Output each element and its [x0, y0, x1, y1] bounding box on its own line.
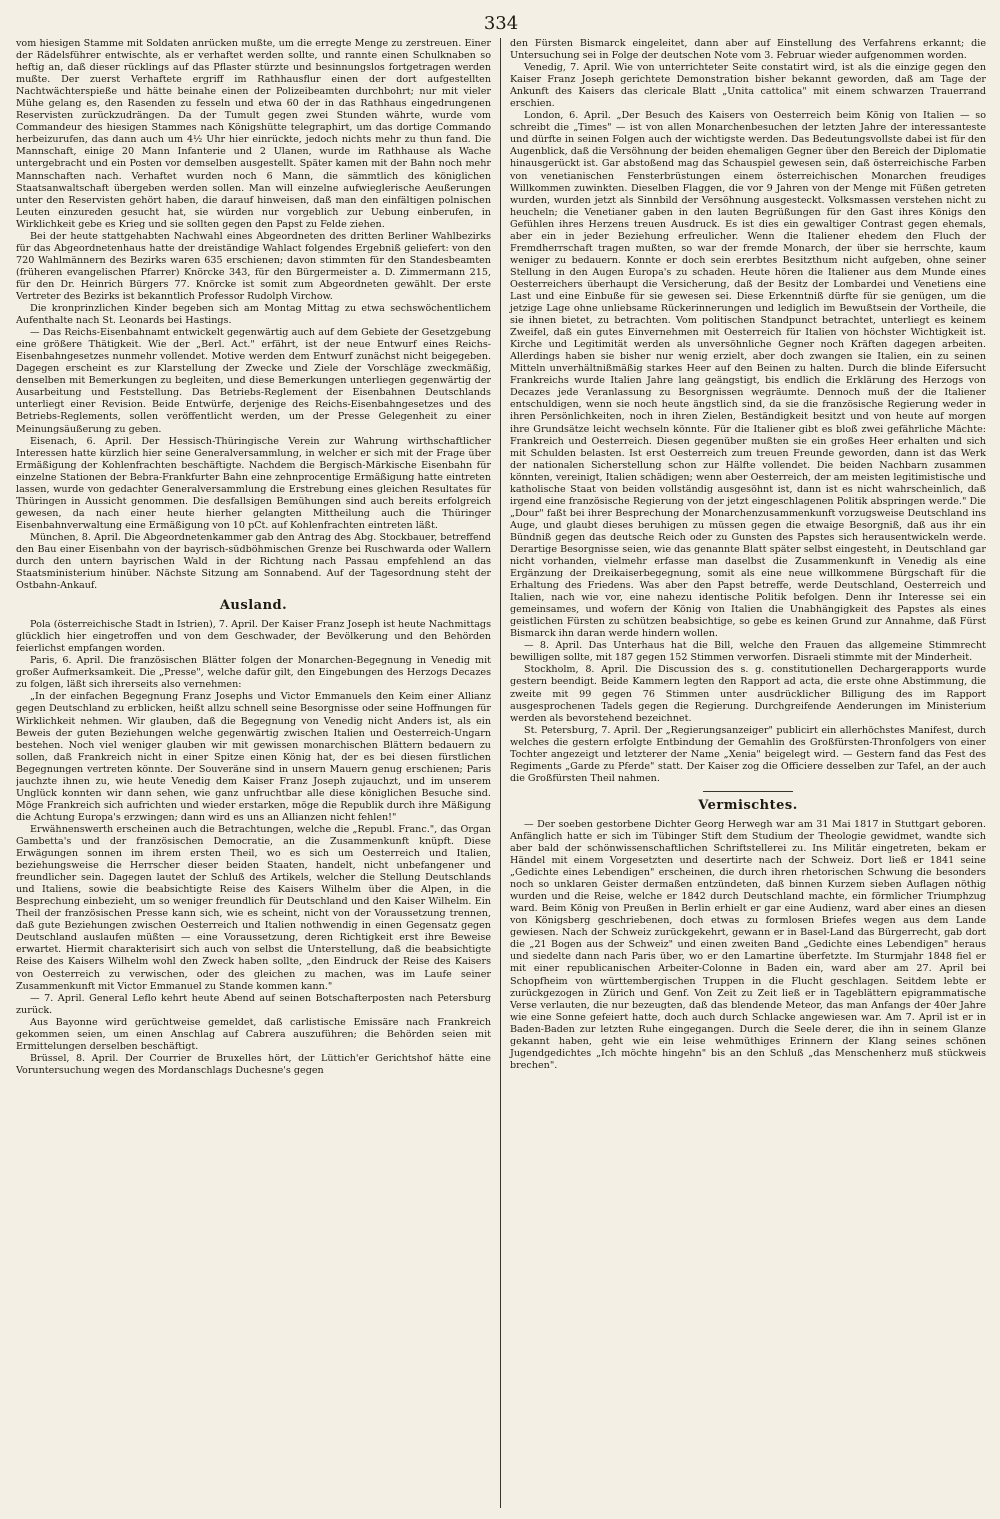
- left-column: [16, 38, 500, 1508]
- article-paragraph: Brüssel, 8. April. Der Courrier de Bruxelles hört, der Lüttich'er Gerichtshof hätte eine Voruntersuchung wegen des Mordanschlags Duchesne's gegen: [16, 1052, 491, 1076]
- article-paragraph: — 8. April. Das Unterhaus hat die Bill, welche den Frauen das allgemeine Stimmrecht bewilligen sollte, mit 187 gegen 152 Stimmen verworfen. Disraeli stimmte mit der Minderheit.: [510, 640, 986, 664]
- columns: [16, 38, 986, 1508]
- page-number: 334: [483, 13, 519, 34]
- section-heading-ausland: Ausland.: [219, 598, 288, 614]
- right-column: [500, 38, 986, 1508]
- article-paragraph: Venedig, 7. April. Wie von unterrichteter Seite constatirt wird, ist als die einzige gegen den Kaiser Franz Joseph gerichtete Demonstration bisher bekannt geworden, daß am Tage der Ankunft des Kaisers das clericale Blatt „Unita cattolica" mit einem schwarzen Trauerrand erschien.: [510, 62, 986, 110]
- article-paragraph: Die kronprinzlichen Kinder begeben sich am Montag Mittag zu etwa sechswöchentlichem Aufenthalte nach St. Leonards bei Hastings.: [16, 303, 491, 327]
- article-paragraph: Eisenach, 6. April. Der Hessisch-Thüringische Verein zur Wahrung wirthschaftlicher Interessen hatte kürzlich hier seine Generalversammlung, in welcher er sich mit der Frage über Ermäßigung der Kohlenfrachten beschäftigte. Nachdem die Bergisch-Märkische Eisenbahn für einzelne Stationen der Bebra-Frankfurter Bahn eine zehnprocentige Ermäßigung hatte eintreten lassen, wurde von gedachter Generalversammlung die Erstrebung eines gleichen Resultates für Thüringen in Aussicht genommen. Die desfallsigen Bemühungen sind auch bereits erfolgreich gewesen, da nach einer heute hierher gelangten Mittheilung auch die Thüringer Eisenbahnverwaltung eine Ermäßigung von 10 pCt. auf Kohlenfrachten eintreten läßt.: [16, 435, 491, 531]
- article-paragraph: Pola (österreichische Stadt in Istrien), 7. April. Der Kaiser Franz Joseph ist heute Nachmittags glücklich hier eingetroffen und von dem Geschwader, der Bevölkerung und den Behörden feierlichst empfangen worden.: [16, 619, 491, 655]
- article-paragraph: Aus Bayonne wird gerüchtweise gemeldet, daß carlistische Emissäre nach Frankreich gekommen seien, um einen Anschlag auf Cabrera auszuführen; die Behörden seien mit Ermittelungen derselben beschäftigt.: [16, 1016, 491, 1052]
- section-divider: [703, 791, 793, 792]
- article-paragraph: Bei der heute stattgehabten Nachwahl eines Abgeordneten des dritten Berliner Wahlbezirks für das Abgeordnetenhaus hatte der dreiständige Wahlact folgendes Ergebniß geliefert: von den 720 Wahlmännern des Bezirks waren 635 erschienen; davon stimmten für den Standesbeamten (früheren evangelischen Pfarrer) Knörcke 343, für den Bürgermeister a. D. Zimmermann 215, für den Dr. Heinrich Bürgers 77. Knörcke ist somit zum Abgeordneten gewählt. Der erste Vertreter des Bezirks ist bekanntlich Professor Rudolph Virchow.: [16, 230, 491, 302]
- article-paragraph: Stockholm, 8. April. Die Discussion des s. g. constitutionellen Dechargerapports wurde gestern beendigt. Beide Kammern legten den Rapport ad acta, die erste ohne Abstimmung, die zweite mit 99 gegen 76 Stimmen unter ausdrücklicher Billigung des im Rapport ausgesprochenen Tadels gegen die Regierung. Durchgreifende Aenderungen im Ministerium werden als bevorstehend bezeichnet.: [510, 664, 986, 724]
- section-heading-vermischtes: Vermischtes.: [698, 797, 798, 813]
- article-paragraph: — 7. April. General Leflo kehrt heute Abend auf seinen Botschafterposten nach Petersburg zurück.: [16, 992, 491, 1016]
- article-paragraph: — Das Reichs-Eisenbahnamt entwickelt gegenwärtig auch auf dem Gebiete der Gesetzgebung eine größere Thätigkeit. Wie der „Berl. Act." erfährt, ist der neue Entwurf eines Reichs-Eisenbahngesetzes nunmehr vollendet. Motive werden dem Entwurf zunächst nicht beigegeben. Dagegen erscheint es zur Klarstellung der Zwecke und Ziele der Vorschläge zweckmäßig, denselben mit Bemerkungen zu begleiten, und diese Bemerkungen unterliegen gegenwärtig der Ausarbeitung und Feststellung. Das Betriebs-Reglement der Eisenbahnen Deutschlands unterliegt einer Revision. Beide Entwürfe, derjenige des Reichs-Eisenbahngesetzes und des Betriebs-Reglements, sollen veröffentlicht werden, um der Presse Gelegenheit zu einer Meinungsäußerung zu geben.: [16, 327, 491, 435]
- article-paragraph: Paris, 6. April. Die französischen Blätter folgen der Monarchen-Begegnung in Venedig mit großer Aufmerksamkeit. Die „Presse", welche dafür gilt, den Eingebungen des Herzogs Decazes zu folgen, läßt sich ihrerseits also vernehmen:: [16, 655, 491, 691]
- article-paragraph: „In der einfachen Begegnung Franz Josephs und Victor Emmanuels den Keim einer Allianz gegen Deutschland zu erblicken, heißt allzu schnell seine Besorgnisse oder seine Hoffnungen für Wirklichkeit nehmen. Wir glauben, daß die Begegnung von Venedig nicht Anders ist, als ein Beweis der guten Beziehungen welche gegenwärtig zwischen Italien und Oesterreich-Ungarn bestehen. Noch viel weniger glauben wir mit gewissen monarchischen Blättern bedauern zu sollen, daß Frankreich nicht in einer Spitze einen König hat, der es bei diesen fürstlichen Begegnungen vertreten könnte. Der Souveräne sind in unsern Mauern genug erschienen; Paris jauchzte ihnen zu, wie heute Venedig dem Kaiser Franz Joseph zujauchzt, und im unserem Unglück konnten wir dann sehen, wie ganz unfruchtbar alle diese königlichen Besuche sind. Möge Frankreich sich aufrichten und wieder erstarken, möge die Republik durch ihre Mäßigung die Achtung Europa's erzwingen; dann wird es uns an Allianzen nicht fehlen!": [16, 691, 491, 823]
- article-paragraph: den Fürsten Bismarck eingeleitet, dann aber auf Einstellung des Verfahrens erkannt; die Untersuchung sei in Folge der deutschen Note vom 3. Februar wieder aufgenommen worden.: [510, 38, 986, 62]
- article-paragraph: München, 8. April. Die Abgeordnetenkammer gab den Antrag des Abg. Stockbauer, betreffend den Bau einer Eisenbahn von der bayrisch-südböhmischen Grenze bei Ruschwarda oder Wallern durch den untern bayrischen Wald in der Richtung nach Passau empfehlend an das Staatsministerium hinüber. Nächste Sitzung am Sonnabend. Auf der Tagesordnung steht der Ostbahn-Ankauf.: [16, 531, 491, 592]
- article-paragraph: Erwähnenswerth erscheinen auch die Betrachtungen, welche die „Republ. Franc.", das Organ Gambetta's und der französischen Democratie, an die Zusammenkunft knüpft. Diese Erwägungen sonnen im ihrem ersten Theil, wo es sich um Oesterreich und Italien, beziehungsweise die Herrscher dieser beiden Staaten, handelt, nicht unbefangener und freundlicher sein. Dagegen lautet der Schluß des Artikels, welcher die Stellung Deutschlands und Italiens, sowie die beabsichtigte Reise des Kaisers Wilhelm über die Alpen, in die Besprechung einbezieht, um so weniger freundlich für Deutschland und den Kaiser Wilhelm. Ein Theil der französischen Presse kann sich, wie es scheint, nicht von der Voraussetzung trennen, daß gute Beziehungen zwischen Oesterreich und Italien nothwendig in einen Gegensatz gegen Deutschland auslaufen müßten — eine Voraussetzung, deren Richtigkeit erst ihre Beweise erwartet. Hiermit charakterisirt sich auch von selbst die Unterstellung, daß die beabsichtigte Reise des Kaisers Wilhelm wohl den Zweck haben sollte, „den Eindruck der Reise des Kaisers von Oesterreich zu verwischen, oder des gleichen zu machen, was im Laufe seiner Zusammenkunft mit Victor Emmanuel zu Stande kommen kann.": [16, 823, 491, 992]
- article-paragraph: vom hiesigen Stamme mit Soldaten anrücken mußte, um die erregte Menge zu zerstreuen. Einer der Rädelsführer entwischte, als er verhaftet werden sollte, und rannte einen Schulknaben so heftig an, daß dieser rücklings auf das Pflaster stürzte und besinnungslos fortgetragen werden mußte. Der zuerst Verhaftete ergriff im Rathhausflur einen der dort aufgestellten Nachtwächterspieße und hätte beinahe einen der Polizeibeamten durchbohrt; nur mit vieler Mühe gelang es, den Rasenden zu fesseln und etwa 60 der in das Rathhaus eingedrungenen Reservisten zurückzudrängen. Da der Tumult gegen zwei Stunden währte, wurde vom Commandeur des hiesigen Stammes nach Königshütte telegraphirt, um das dortige Commando herbeizurufen, das dann auch um 4½ Uhr hier einrückte, jedoch nichts mehr zu thun fand. Die Mannschaft, einige 20 Mann Infanterie und 2 Ulanen, wurde im Rathhause als Wache untergebracht und ein Posten vor demselben ausgestellt. Später kamen mit der Bahn noch mehr Mannschaften nach. Verhaftet wurden noch 6 Mann, die sämmtlich des königlichen Staatsanwaltschaft übergeben werden sollen. Man will einzelne aufwieglerische Aeußerungen unter den Reservisten gehört haben, die darauf hinweisen, daß man den einfältigen polnischen Leuten einzureden gesucht hat, sie würden nur vorgeblich zur Uebung einberufen, in Wirklichkeit gebe es Krieg und sie sollten gegen den Papst zu Felde ziehen.: [16, 38, 491, 230]
- article-paragraph: — Der soeben gestorbene Dichter Georg Herwegh war am 31 Mai 1817 in Stuttgart geboren. Anfänglich hatte er sich im Tübinger Stift dem Studium der Theologie gewidmet, wandte sich aber bald der schönwissenschaftlichen Schriftstellerei zu. Ins Militär eingetreten, bekam er Händel mit einem Vorgesetzten und desertirte nach der Schweiz. Dort ließ er 1841 seine „Gedichte eines Lebendigen" erscheinen, die durch ihren rhetorischen Schwung die besonders noch so unklaren Geister dermaßen entzündeten, daß binnen Kurzem sieben Auflagen nöthig wurden und die Reise, welche er 1842 durch Deutschland machte, ein förmlicher Triumphzug ward. Beim König von Preußen in Berlin erhielt er gar eine Audienz, ward aber eines an diesen von Königsberg geschriebenen, doch etwas zu formlosen Briefes wegen aus dem Lande gewiesen. Nach der Schweiz zurückgekehrt, gewann er in Basel-Land das Bürgerrecht, gab dort die „21 Bogen aus der Schweiz" und einen zweiten Band „Gedichte eines Lebendigen" heraus und siedelte dann nach Paris über, wo er den Lamartine überfetzte. Im Sturmjahr 1848 fiel er mit einer republicanischen Arbeiter-Colonne in Baden ein, ward aber am 27. April bei Schopfheim von württembergischen Truppen in die Flucht geschlagen. Seitdem lebte er zurückgezogen in Zürich und Genf. Von Zeit zu Zeit ließ er in Tageblättern epigrammatische Verse verlauten, die nur bezeugten, daß das blendende Meteor, das man Anfangs der 40er Jahre wie eine Sonne gefeiert hatte, doch auch durch Schlacke angewiesen war. Am 7. April ist er in Baden-Baden zur letzten Ruhe eingegangen. Durch die Seele derer, die ihn in seinem Glanze gekannt haben, geht wie ein leise wehmüthiges Erinnern der Klang seines schönen Jugendgedichtes „Ich möchte hingehn" bis an den Schluß „das Menschenherz muß stückweis brechen".: [510, 818, 986, 1071]
- article-paragraph: St. Petersburg, 7. April. Der „Regierungsanzeiger" publicirt ein allerhöchstes Manifest, durch welches die gestern erfolgte Entbindung der Gemahlin des Großfürsten-Thronfolgers von einer Tochter angezeigt und letzterer der Name „Xenia" beigelegt wird. — Gestern fand das Fest des Regiments „Garde zu Pferde" statt. Der Kaiser zog die Officiere desselben zur Tafel, an der auch die Großfürsten Theil nahmen.: [510, 724, 986, 784]
- article-paragraph: London, 6. April. „Der Besuch des Kaisers von Oesterreich beim König von Italien — so schreibt die „Times" — ist von allen Monarchenbesuchen der letzten Jahre der interessanteste und dürfte in seinen Folgen auch der wichtigste werden. Das Bedeutungsvollste dabei ist für den Augenblick, daß die Versöhnung der beiden ehemaligen Gegner über den Bereich der Diplomatie hinausgerückt ist. Gar abstoßend mag das Schauspiel gewesen sein, daß österreichische Farben von venetianischen Fensterbrüstungen einem österreichischen Monarchen freudiges Willkommen zuwinkten. Dieselben Flaggen, die vor 9 Jahren von der Menge mit Füßen getreten wurden, wurden jetzt als Sinnbild der Versöhnung ausgesteckt. Volksmassen verstehen nicht zu heucheln; die Venetianer gaben in den lauten Begrüßungen für den Gast ihres Königs den Gefühlen ihres Herzens treuen Ausdruck. Es ist dies ein gewaltiger Contrast gegen ehemals, aber ein in jeder Beziehung erfreulicher. Wenn die Italiener ehedem den Fluch der Fremdherrschaft tragen mußten, so war der fremde Monarch, der über sie herrschte, kaum weniger zu bedauern. Konnte er doch sein ererbtes Besitzthum nicht aufgeben, ohne seiner Stellung in den Augen Europa's zu schaden. Heute hören die Italiener aus dem Munde eines Oesterreichers überhaupt die Versicherung, daß der Besitz der Lombardei und Venetiens eine Last und eine Einbuße für sie gewesen sei. Diese Erkenntniß dürfte für sie genügen, um die jetzige Lage ohne unliebsame Rückerinnerungen und lediglich im Bewußtsein der Vortheile, die sie ihnen bietet, zu betrachten. Vom politischen Standpunct betrachtet, unterliegt es keinem Zweifel, daß ein gutes Einvernehmen mit Oesterreich für Italien von höchster Wichtigkeit ist. Kirche und Legitimität werden als unversöhnliche Gegner noch Kräften dagegen arbeiten. Allerdings haben sie bisher nur wenig erzielt, aber doch zwangen sie Italien, ein zu seinen Mitteln unverhältnißmäßig starkes Heer auf den Beinen zu halten. Durch die blinde Eifersucht Frankreichs wurde Italien Jahre lang geängstigt, bis endlich die Erklärung des Herzogs von Decazes jede Veranlassung zu Besorgnissen wegräumte. Dennoch muß der die Italiener entschuldigen, wenn sie noch heute ängstlich sind, da sie die französische Regierung weder in ihren Persönlichkeiten, noch in ihren Zielen, Beständigkeit besitzt und von heute auf morgen ihre Grundsätze leicht wechseln könnte. Für die Italiener gibt es bloß zwei gefährliche Mächte: Frankreich und Oesterreich. Diesen gegenüber mußten sie ein großes Heer erhalten und sich mit Schulden belasten. Ist erst Oesterreich zum treuen Freunde geworden, dann ist das Werk der nationalen Sicherstellung schon zur Hälfte vollendet. Die beiden Nachbarn zusammen könnten, vereinigt, Italien schädigen; wenn aber Oesterreich, der am meisten legitimistische und katholische Staat von beiden vollständig ausgesöhnt ist, dann ist es nicht wahrscheinlich, daß irgend eine französische Regierung von der jetzt eingeschlagenen Politik abspringen werde." Die „Dour" faßt bei ihrer Besprechung der Monarchenzusammenkunft vorzugsweise Deutschland ins Auge, und glaubt dieses beruhigen zu müssen gegen die etwaige Besorgniß, daß aus ihr ein Bündniß gegen das deutsche Reich oder zu Gunsten des Papstes sich herausentwickeln werde. Derartige Besorgnisse seien, wie das genannte Blatt später selbst eingesteht, in Deutschland gar nicht vorhanden, vielmehr erfasse man daselbst die Zusammenkunft in Venedig als eine Ergänzung der Dreikaiserbegegnung, somit als eine neue willkommene Bürgschaft für die Erhaltung des Friedens. Was aber den Papst betreffe, werde Deutschland, Oesterreich und Italien, nach wie vor, eine nahezu identische Politik befolgen. Denn ihr Interesse sei ein gemeinsames, und wofern der König von Italien die Unabhängigkeit des Papstes als eines geistlichen Fürsten zu schützen beabsichtige, so gebe es keinen Grund zur Annahme, daß Fürst Bismarck ihn daran werde hindern wollen.: [510, 110, 986, 640]
